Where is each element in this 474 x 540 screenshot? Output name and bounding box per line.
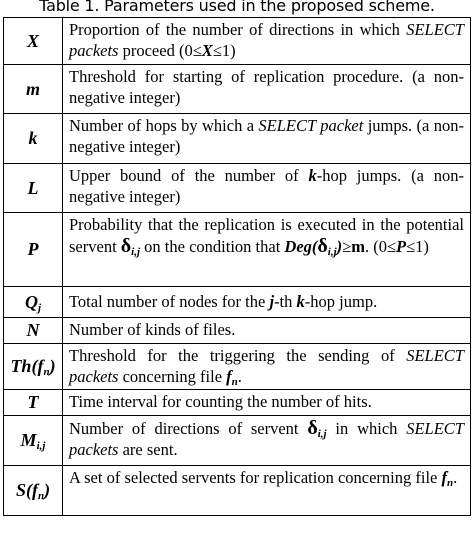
table-row (4, 65, 471, 114)
description-text: . (237, 366, 242, 386)
symbol-cell (4, 390, 63, 416)
description-text: Total number of nodes for the (69, 291, 270, 311)
symbol-text: m (25, 78, 40, 99)
description-text: X (201, 40, 213, 60)
description-text: δ (307, 417, 318, 439)
parameters-table (3, 17, 471, 516)
description-cell (63, 466, 471, 516)
description-text: m (351, 236, 365, 256)
table-row (4, 390, 471, 416)
symbol-cell (4, 65, 63, 114)
table-caption: Table 1. Parameters used in the proposed scheme. (39, 0, 435, 15)
symbol-cell (4, 164, 63, 213)
description-text: δ (120, 234, 132, 257)
description-text: Threshold for starting of replication procedure. (a non-negative integer) (69, 67, 464, 107)
symbol-text: Th(f (10, 356, 44, 377)
description-text: f (441, 468, 447, 487)
table-row (4, 18, 471, 65)
description-text: SELECT packets (69, 346, 464, 386)
symbol-text: L (27, 177, 39, 198)
description-text: Time interval for counting the number of hits. (69, 392, 372, 411)
table-row (4, 213, 471, 287)
symbol-text: N (26, 320, 40, 341)
description-text: k (308, 166, 317, 185)
symbol-cell (4, 287, 63, 318)
description-text: ≤1) (212, 40, 236, 60)
description-text: concerning file (118, 366, 227, 386)
description-cell (63, 114, 471, 164)
symbol-cell (4, 466, 63, 516)
table-row (4, 114, 471, 164)
symbol-subscript: n (43, 366, 50, 379)
symbol-text: k (28, 128, 38, 149)
description-text: j (269, 291, 275, 311)
description-text: δ (317, 234, 328, 257)
symbol-text: P (27, 239, 39, 260)
description-text: -hop jumps. (a non-negative integer) (69, 166, 464, 206)
description-cell (63, 65, 471, 114)
description-text: SELECT packets (69, 419, 464, 459)
symbol-text: X (26, 30, 39, 51)
description-text: SELECT packets (69, 20, 464, 60)
description-text: Threshold for the triggering the sending of (69, 346, 407, 365)
description-text: -th (274, 291, 297, 311)
description-cell (63, 287, 471, 318)
description-text: SELECT packet (258, 116, 364, 135)
description-text: Number of hops by which a (69, 116, 259, 135)
description-text: ≤1) (406, 236, 429, 256)
description-text: A set of selected servents for replication concerning file (69, 468, 442, 487)
description-cell (63, 18, 471, 65)
table-row (4, 287, 471, 318)
symbol-subscript: n (37, 490, 45, 503)
description-text: k (296, 291, 305, 311)
description-cell (63, 344, 471, 390)
description-text: Number of kinds of files. (69, 320, 236, 339)
description-text: ≥ (342, 236, 352, 256)
symbol-subscript: i,j (36, 440, 46, 453)
description-text: in which (326, 419, 407, 438)
description-cell (63, 164, 471, 213)
description-text: . (453, 468, 458, 487)
symbol-text: M (20, 430, 37, 451)
description-text: are sent. (118, 439, 178, 459)
description-text: i,j (327, 245, 337, 258)
description-text: ) (336, 236, 343, 256)
description-text: n (446, 477, 454, 489)
table-row (4, 318, 471, 344)
symbol-cell (4, 114, 63, 164)
description-text: -hop jump. (304, 291, 378, 311)
description-text: on the condition that (140, 236, 285, 256)
symbol-subscript: j (37, 301, 42, 314)
description-text: Deg( (284, 236, 318, 256)
description-text: n (231, 375, 238, 388)
symbol-cell (4, 18, 63, 65)
table-row (4, 164, 471, 213)
description-text: . (0≤ (364, 236, 397, 256)
symbol-text: ) (44, 480, 51, 501)
table-row (4, 416, 471, 466)
description-text: Upper bound of the number of (69, 166, 309, 185)
description-cell (63, 318, 471, 344)
description-text: Proportion of the number of directions in which (69, 20, 407, 39)
symbol-text: Q (24, 291, 38, 312)
description-text: P (396, 236, 407, 256)
description-cell (63, 416, 471, 466)
description-text: Number of directions of servent (69, 419, 308, 438)
symbol-cell (4, 344, 63, 390)
description-text: f (226, 366, 232, 386)
description-text: jumps. (a non-negative integer) (69, 116, 464, 156)
symbol-text: T (27, 392, 39, 413)
symbol-text: ) (49, 356, 56, 377)
description-text: i,j (317, 428, 327, 440)
description-cell (63, 390, 471, 416)
table-row (4, 344, 471, 390)
symbol-cell (4, 318, 63, 344)
symbol-cell (4, 416, 63, 466)
table-row (4, 466, 471, 516)
symbol-text: S(f (15, 480, 38, 501)
description-cell (63, 213, 471, 287)
description-text: proceed (0≤ (118, 40, 202, 60)
description-text: Probability that the replication is executed in the potential servent (69, 215, 464, 256)
symbol-cell (4, 213, 63, 287)
description-text: i,j (131, 245, 141, 258)
